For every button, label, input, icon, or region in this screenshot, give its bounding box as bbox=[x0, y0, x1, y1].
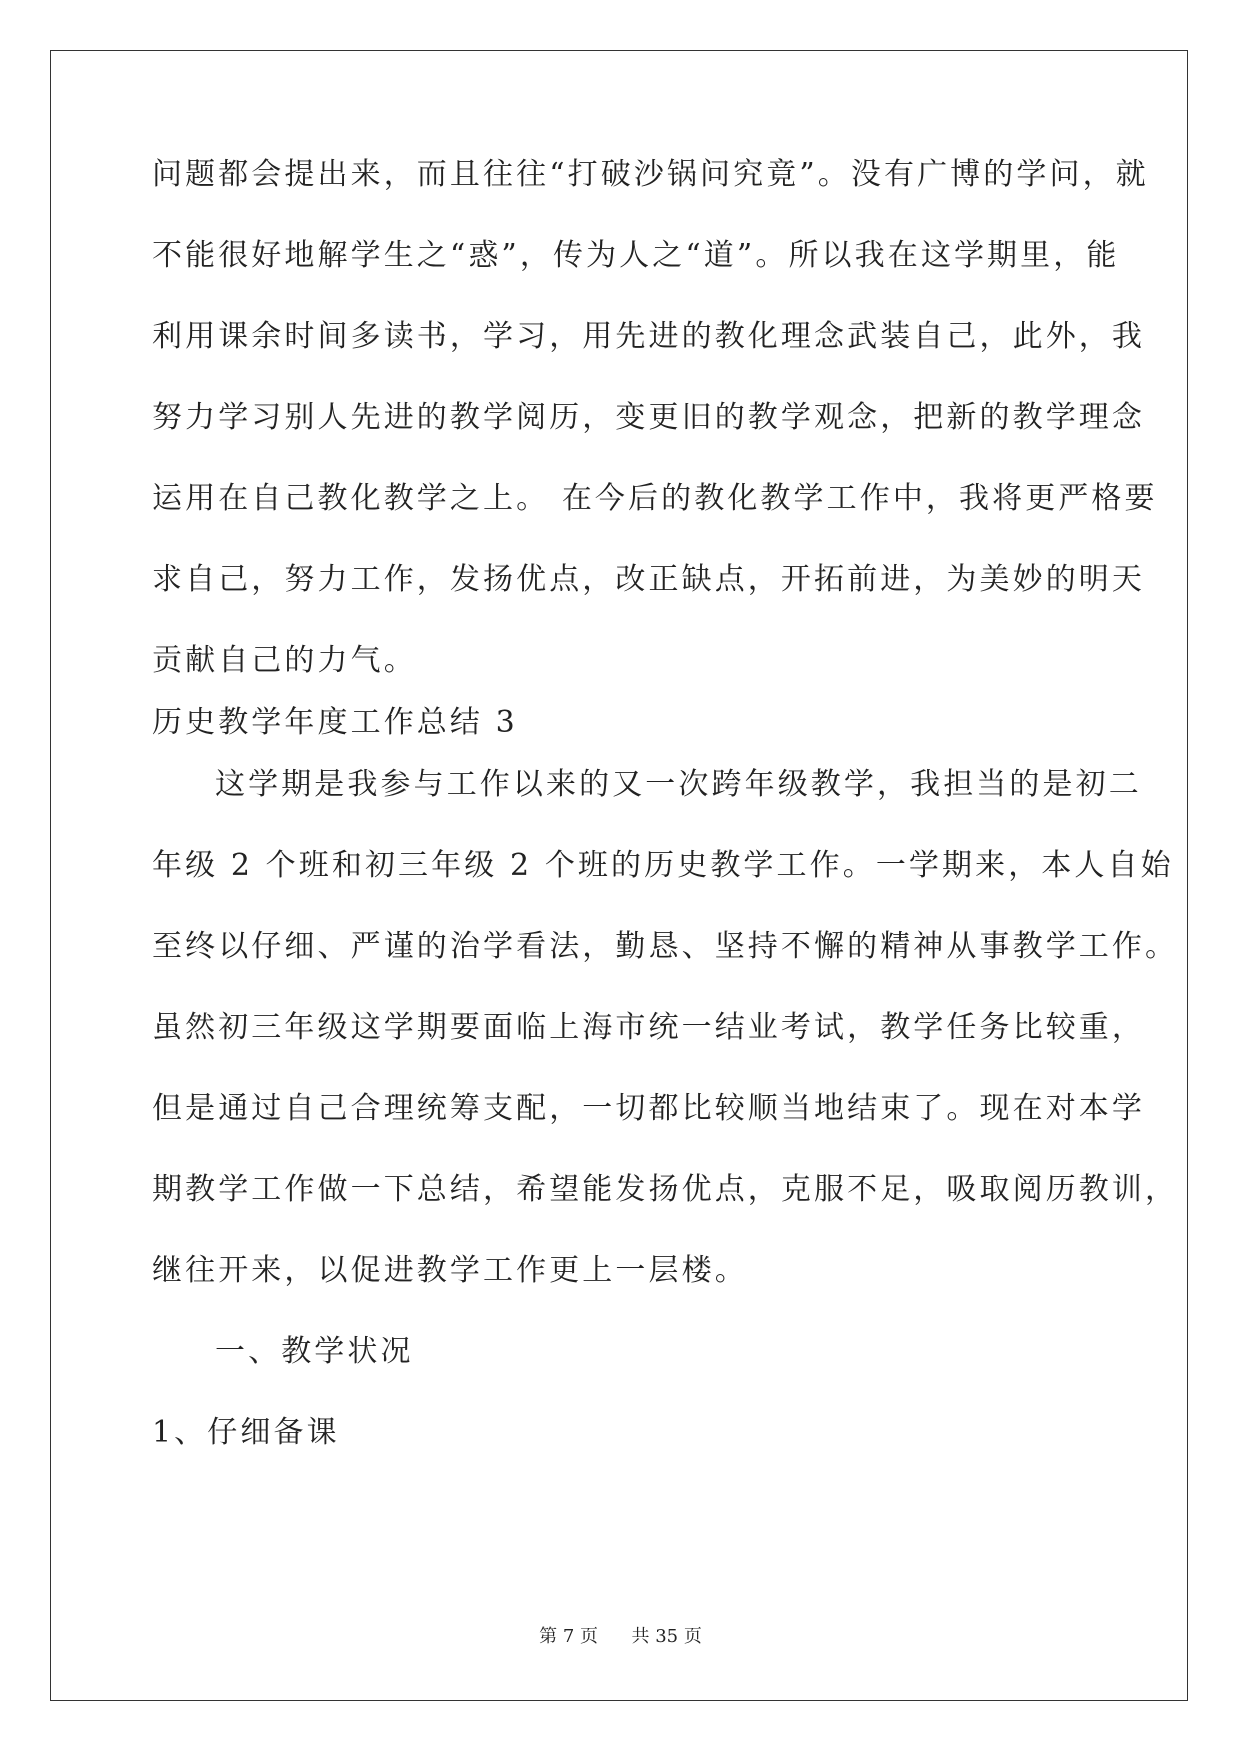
document-body bbox=[152, 156, 1179, 1495]
paragraph-line: 努力学习别人先进的教学阅历，变更旧的教学观念，把新的教学理念 bbox=[152, 400, 1145, 435]
page-footer bbox=[0, 1626, 1241, 1648]
paragraph-line: 期教学工作做一下总结，希望能发扬优点，克服不足，吸取阅历教训， bbox=[152, 1172, 1179, 1207]
paragraph-line: 运用在自己教化教学之上。 在今后的教化教学工作中，我将更严格要 bbox=[152, 481, 1158, 516]
paragraph-line: 贡献自己的力气。 bbox=[152, 643, 417, 678]
paragraph-line: 虽然初三年级这学期要面临上海市统一结业考试，教学任务比较重， bbox=[152, 1010, 1145, 1045]
subsection-heading: 1、仔细备课 bbox=[152, 1415, 340, 1450]
paragraph-line: 这学期是我参与工作以来的又一次跨年级教学，我担当的是初二 bbox=[215, 767, 1142, 802]
paragraph-line: 不能很好地解学生之“惑”，传为人之“道”。所以我在这学期里，能 bbox=[152, 238, 1120, 273]
paragraph-line: 至终以仔细、严谨的治学看法，勤恳、坚持不懈的精神从事教学工作。 bbox=[152, 929, 1179, 964]
paragraph-line: 但是通过自己合理统筹支配，一切都比较顺当地结束了。现在对本学 bbox=[152, 1091, 1145, 1126]
section-heading: 历史教学年度工作总结 3 bbox=[152, 705, 518, 740]
subsection-heading: 一、教学状况 bbox=[215, 1334, 414, 1369]
paragraph-line: 年级 2 个班和初三年级 2 个班的历史教学工作。一学期来，本人自始 bbox=[152, 848, 1174, 883]
paragraph-line: 继往开来，以促进教学工作更上一层楼。 bbox=[152, 1253, 748, 1288]
page-number-total: 共 35 页 bbox=[631, 1626, 702, 1647]
paragraph-line: 求自己，努力工作，发扬优点，改正缺点，开拓前进，为美妙的明天 bbox=[152, 562, 1145, 597]
page-number-current: 第 7 页 bbox=[539, 1626, 599, 1647]
paragraph-line: 利用课余时间多读书，学习，用先进的教化理念武装自己，此外，我 bbox=[152, 319, 1145, 354]
paragraph-line: 问题都会提出来，而且往往“打破沙锅问究竟”。没有广博的学问，就 bbox=[152, 157, 1149, 192]
